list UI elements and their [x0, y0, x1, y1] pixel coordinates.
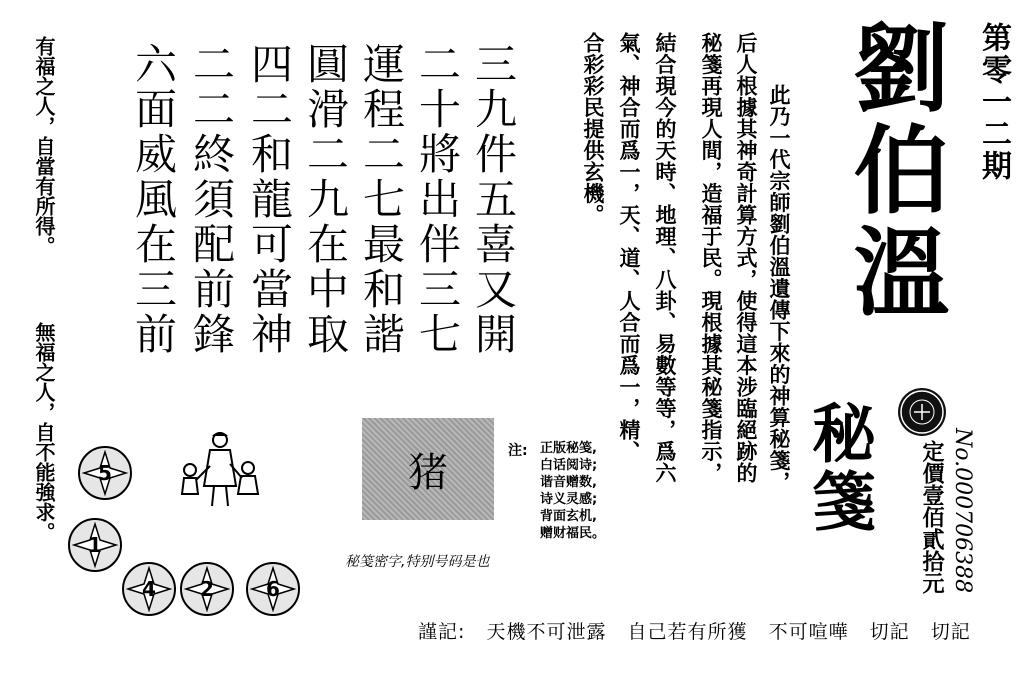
- poem-line-4: 圓滑二九在中取: [301, 42, 350, 357]
- note-line: 诗义灵感;: [540, 492, 598, 507]
- lottery-ball: [68, 518, 122, 572]
- intro-column-6: 合彩彩民提供玄機。: [581, 32, 605, 226]
- poem-line-5: 四二和龍可當神: [245, 42, 294, 357]
- lottery-ball: [78, 446, 132, 500]
- intro-column-4: 結合現今的天時、地理、八卦、易數等等，爲六: [653, 32, 677, 484]
- serial-number: No.000706388: [950, 428, 975, 594]
- children-illustration: [178, 428, 262, 514]
- poem-line-7: 六面威風在三前: [129, 42, 178, 357]
- note-line: 背面玄机,: [540, 509, 597, 524]
- lottery-ball: [180, 562, 234, 616]
- poem-line-6: 二二終須配前鋒: [187, 42, 236, 357]
- warning-footer: [418, 617, 971, 644]
- ball-number: 4: [142, 577, 156, 601]
- intro-column-3: 秘箋再現人間，造福于民。現根據其秘箋指示，: [699, 32, 723, 484]
- warning-text: 自己若有所獲: [627, 621, 748, 643]
- notes-list: [540, 440, 605, 542]
- secret-caption: 秘笺密字,特别号码是也: [345, 554, 490, 570]
- lottery-ball: [246, 562, 300, 616]
- note-label: 注:: [508, 443, 528, 459]
- warning-label: 謹記:: [418, 621, 466, 643]
- note-line: 正版秘笺,: [540, 441, 597, 456]
- intro-column-1: 此乃一代宗師劉伯溫遺傳下來的神算秘箋，: [767, 84, 791, 493]
- poem-line-1: 三九件五喜又開: [469, 42, 518, 357]
- seal-stamp: [898, 388, 946, 436]
- side-proverb-1: 有福之人，自當有所得。: [32, 36, 56, 256]
- side-proverb-2: 無福之人，自不能強求。: [32, 322, 56, 542]
- issue-number: 第零一二期: [976, 22, 1011, 182]
- ball-number: 1: [88, 533, 102, 557]
- ball-number: 6: [266, 577, 280, 601]
- note-line: 白话阅诗;: [540, 458, 598, 473]
- ball-number: 5: [98, 461, 112, 485]
- warning-text: 天機不可泄露: [486, 621, 607, 643]
- ball-number: 2: [200, 577, 214, 601]
- zodiac-box: [362, 418, 494, 520]
- poem-line-2: 二十將出伴三七: [413, 42, 462, 357]
- warning-text: 切記: [930, 621, 971, 643]
- zodiac-character: 猪: [408, 449, 448, 496]
- note-line: 赠财福民。: [540, 526, 606, 541]
- price-label: 定價壹佰貳拾元: [919, 440, 944, 594]
- intro-column-5: 氣、神合而爲一，天、道、人合而爲一，精、: [617, 32, 641, 462]
- secret-label: 秘箋: [801, 400, 876, 536]
- warning-text: 不可喧嘩: [768, 621, 849, 643]
- intro-column-2: 后人根據其神奇計算方式，使得這本涉臨絕跡的: [734, 32, 758, 484]
- warning-text: 切記: [869, 621, 910, 643]
- poem-line-3: 運程二七最和諧: [357, 42, 406, 357]
- lottery-ball: [122, 562, 176, 616]
- page-title: 劉伯溫: [838, 18, 951, 324]
- note-line: 谐音赠数,: [540, 475, 597, 490]
